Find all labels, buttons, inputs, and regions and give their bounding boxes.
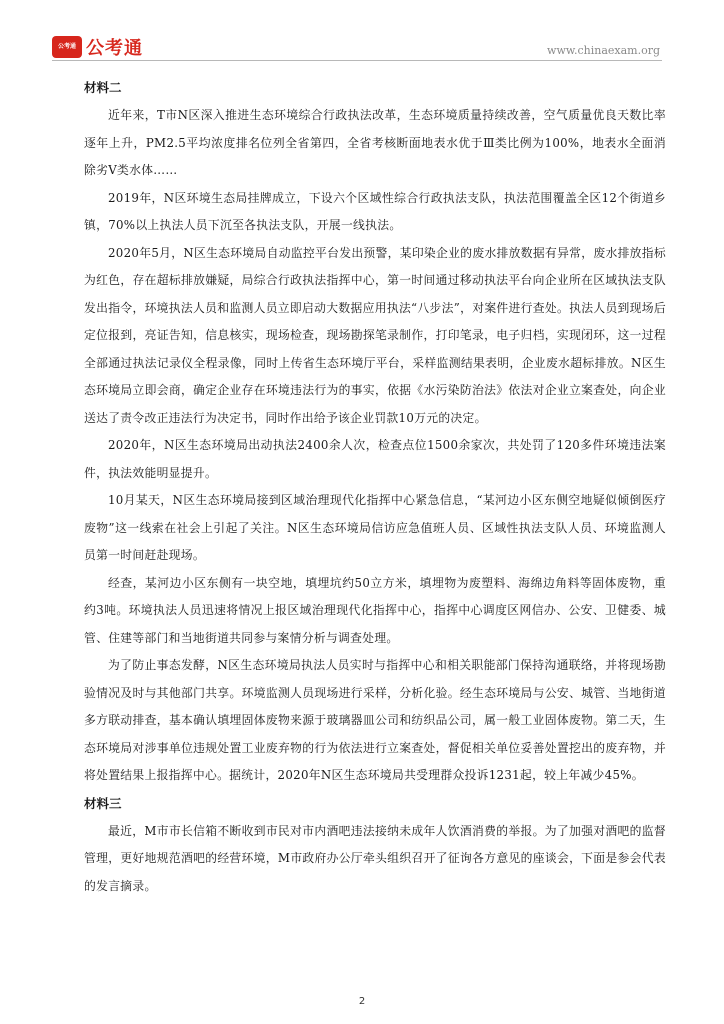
paragraph: 2020年5月，N区生态环境局自动监控平台发出预警，某印染企业的废水排放数据有异常，废水排放指标为红色，存在超标排放嫌疑，局综合行政执法指挥中心，第一时间通过移动执法平台向企业所在区域执法支队发出指令，环境执法人员和监测人员立即启动大数据应用执法“八步法”，对案件进行查处。执法人员到现场后定位报到，亮证告知，信息核实，现场检查，现场勘探笔录制作，打印笔录，电子归档，实现闭环，这一过程全部通过执法记录仪全程录像，同时上传省生态环境厅平台，采样监测结果表明，企业废水超标排放。N区生态环境局立即会商，确定企业存在环境违法行为的事实，依据《水污染防治法》依法对企业立案查处，向企业送达了责令改正违法行为决定书，同时作出给予该企业罚款10万元的决定。 [84,245,666,425]
section-title: 材料三 [84,795,122,811]
paragraph: 经查，某河边小区东侧有一块空地，填埋坑约50立方米，填埋物为废塑料、海绵边角料等固体废物，重约3吨。环境执法人员迅速将情况上报区域治理现代化指挥中心，指挥中心调度区网信办、公安、卫健委、城管、住建等部门和当地街道共同参与案情分析与调查处理。 [84,575,666,645]
logo-text: 公考通 [86,38,143,59]
header-divider [52,60,662,61]
paragraph: 最近，M市市长信箱不断收到市民对市内酒吧违法接纳未成年人饮酒消费的举报。为了加强对酒吧的监督管理，更好地规范酒吧的经营环境，M市政府办公厅牵头组织召开了征询各方意见的座谈会，下面是参会代表的发言摘录。 [84,823,666,893]
site-url-link[interactable]: www.chinaexam.org [547,44,660,57]
paragraph: 10月某天，N区生态环境局接到区域治理现代化指挥中心紧急信息，“某河边小区东侧空地疑似倾倒医疗废物”这一线索在社会上引起了关注。N区生态环境局信访应急值班人员、区域性执法支队人员、环境监测人员第一时间赶赴现场。 [84,493,666,562]
brand-logo[interactable] [52,34,143,60]
logo-badge-icon: 公考通 [52,36,82,58]
section-material-two [84,74,666,790]
page-header [0,0,724,62]
page-number: 2 [358,996,366,1007]
paragraph: 2019年，N区环境生态局挂牌成立，下设六个区域性综合行政执法支队，执法范围覆盖全区12个街道乡镇，70%以上执法人员下沉至各执法支队，开展一线执法。 [84,190,666,232]
paragraph: 近年来，T市N区深入推进生态环境综合行政执法改革，生态环境质量持续改善，空气质量优良天数比率逐年上升，PM2.5平均浓度排名位列全省第四，全省考核断面地表水优于Ⅲ类比例为100%，地表水全面消除劣Ⅴ类水体…… [84,108,666,177]
paragraph: 为了防止事态发酵，N区生态环境局执法人员实时与指挥中心和相关职能部门保持沟通联络，并将现场勘验情况及时与其他部门共享。环境监测人员现场进行采样，分析化验。经生态环境局与公安、城管、当地街道多方联动排查，基本确认填埋固体废物来源于玻璃器皿公司和纺织品公司，属一般工业固体废物。第二天，生态环境局对涉事单位违规处置工业废弃物的行为依法进行立案查处，督促相关单位妥善处置挖出的废弃物，并将处置结果上报指挥中心。据统计，2020年N区生态环境局共受理群众投诉1231起，较上年减少45%。 [84,658,666,782]
document-body [84,74,666,900]
paragraph: 2020年，N区生态环境局出动执法2400余人次，检查点位1500余家次，共处罚了120多件环境违法案件，执法效能明显提升。 [84,438,666,480]
section-title: 材料二 [84,80,122,95]
section-material-three [84,790,666,901]
